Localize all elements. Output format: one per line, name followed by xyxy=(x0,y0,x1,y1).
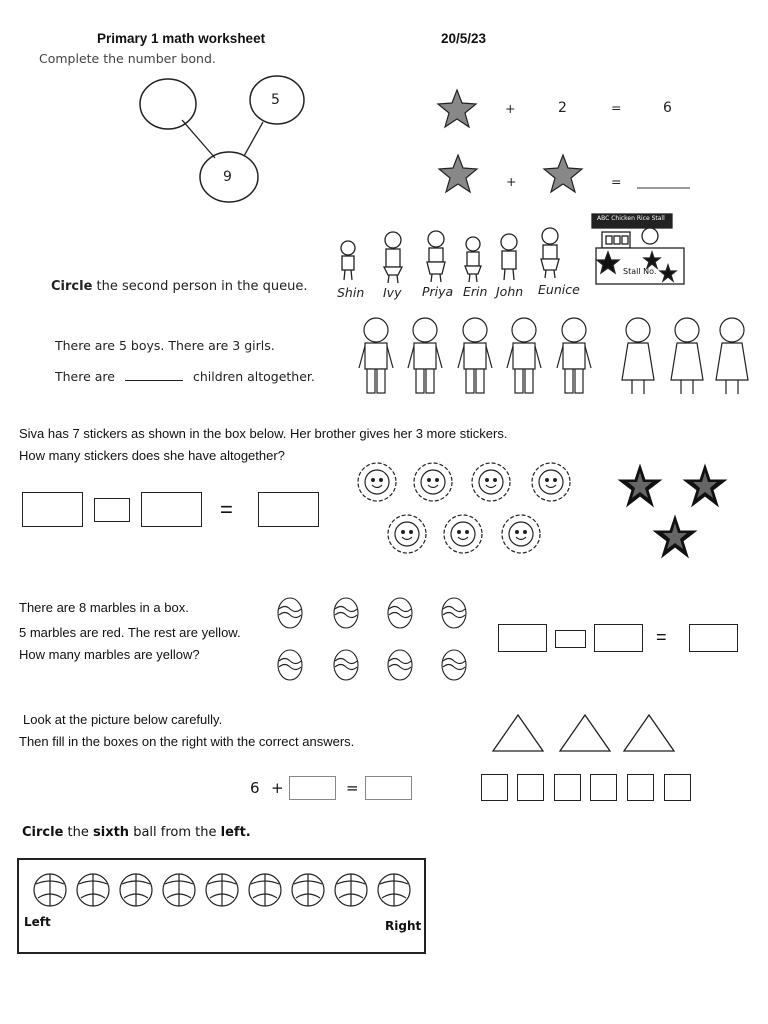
equation-number: 6 xyxy=(250,779,260,797)
queue-name-shin: Shin xyxy=(337,285,365,300)
marbles-line2: 5 marbles are red. The rest are yellow. xyxy=(19,625,241,640)
queue-name-priya: Priya xyxy=(422,284,454,299)
stall-number-label: Stall No. xyxy=(623,267,657,276)
star-icon xyxy=(438,154,478,194)
triangles-line1: Look at the picture below carefully. xyxy=(23,712,223,727)
operator-box[interactable] xyxy=(555,630,586,648)
star-icon xyxy=(543,154,583,194)
answer-box[interactable] xyxy=(258,492,319,527)
bond-part-value: 5 xyxy=(271,92,280,108)
answer-box[interactable] xyxy=(664,774,691,801)
equals-sign: = xyxy=(611,174,622,189)
queue-instruction: Circle the second person in the queue. xyxy=(51,279,308,294)
marbles-illustration xyxy=(275,596,495,686)
boys-girls-line1: There are 5 boys. There are 3 girls. xyxy=(55,338,275,353)
queue-name-erin: Erin xyxy=(463,284,488,299)
operator-box[interactable] xyxy=(94,498,130,522)
plus-sign: + xyxy=(271,779,284,797)
answer-box[interactable] xyxy=(554,774,581,801)
children-illustration xyxy=(350,310,768,410)
answer-box[interactable] xyxy=(594,624,643,652)
plus-sign: + xyxy=(506,174,517,189)
right-label: Right xyxy=(385,919,422,933)
answer-box[interactable] xyxy=(517,774,544,801)
star-icon xyxy=(437,89,477,129)
equals-sign: = xyxy=(346,779,359,797)
addend-value: 2 xyxy=(558,100,567,116)
star-sticker-icon xyxy=(653,515,697,559)
balls-illustration[interactable] xyxy=(30,870,430,914)
equals-sign: = xyxy=(656,627,667,647)
worksheet-date: 20/5/23 xyxy=(441,31,487,46)
answer-box[interactable] xyxy=(365,776,412,800)
star-sticker-icon xyxy=(683,464,727,508)
number-bond-instruction: Complete the number bond. xyxy=(39,51,216,66)
equals-sign: = xyxy=(611,100,622,115)
stickers-question-line2: How many stickers does she have altogether? xyxy=(19,448,285,463)
answer-box[interactable] xyxy=(498,624,547,652)
queue-name-john: John xyxy=(496,284,524,299)
worksheet-title: Primary 1 math worksheet xyxy=(97,31,266,46)
star-sticker-icon xyxy=(618,464,662,508)
triangles-line2: Then fill in the boxes on the right with the correct answers. xyxy=(19,734,355,749)
boys-girls-line2: There are children altogether. xyxy=(55,369,315,384)
answer-box[interactable] xyxy=(689,624,738,652)
marbles-line1: There are 8 marbles in a box. xyxy=(19,600,189,615)
answer-box[interactable] xyxy=(141,492,202,527)
stall-sign: ABC Chicken Rice Stall xyxy=(597,215,665,222)
answer-box[interactable] xyxy=(590,774,617,801)
stickers-question-line1: Siva has 7 stickers as shown in the box below. Her brother gives her 3 more stickers. xyxy=(19,426,508,441)
sun-stickers-illustration xyxy=(355,460,615,560)
left-label: Left xyxy=(24,915,51,929)
queue-name-eunice: Eunice xyxy=(538,282,580,297)
marbles-line3: How many marbles are yellow? xyxy=(19,647,200,662)
children-count-blank[interactable] xyxy=(125,380,183,381)
food-stall-illustration xyxy=(588,210,698,290)
plus-sign: + xyxy=(505,101,516,116)
bond-whole-value: 9 xyxy=(223,169,232,185)
answer-box[interactable] xyxy=(22,492,83,527)
result-value: 6 xyxy=(663,100,672,116)
answer-blank-line[interactable] xyxy=(637,186,697,190)
bond-empty-part-circle[interactable] xyxy=(140,79,196,129)
answer-box[interactable] xyxy=(289,776,336,800)
triangles-illustration xyxy=(490,712,690,756)
equals-sign: = xyxy=(220,497,233,522)
answer-box[interactable] xyxy=(481,774,508,801)
answer-box[interactable] xyxy=(627,774,654,801)
balls-instruction: Circle the sixth ball from the left. xyxy=(22,825,251,840)
queue-name-ivy: Ivy xyxy=(383,285,402,300)
